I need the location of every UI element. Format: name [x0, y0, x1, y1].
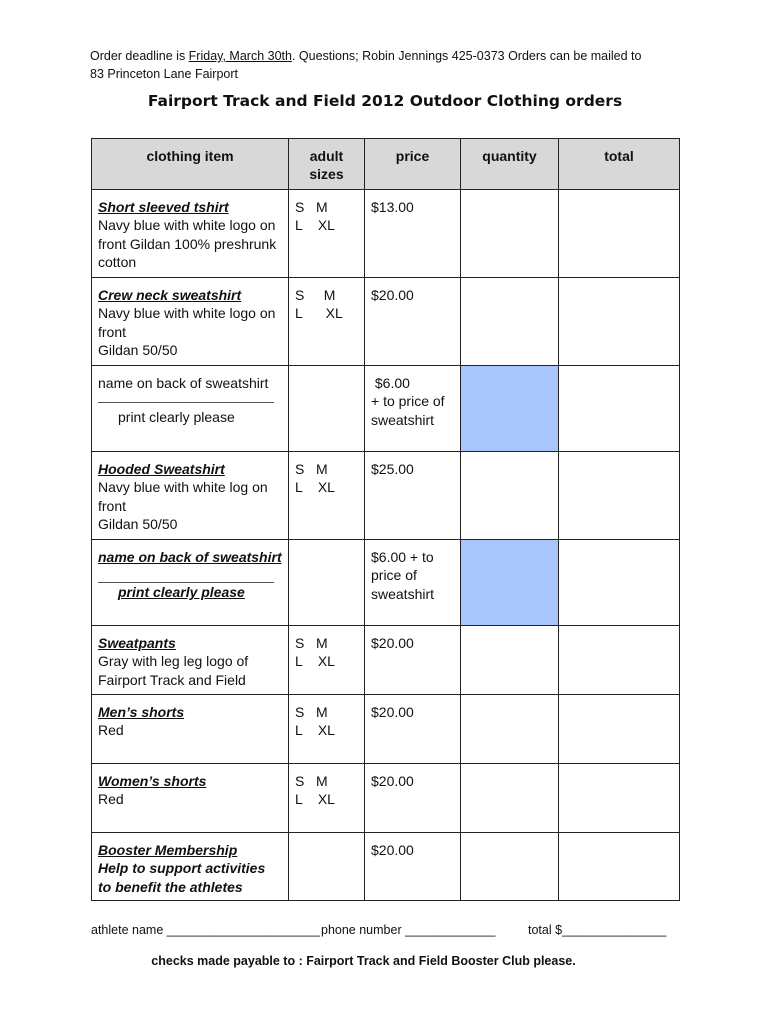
item-description: name on back of sweatshirt [98, 375, 269, 391]
table-row [92, 190, 680, 278]
mailing-address: 83 Princeton Lane Fairport [90, 67, 239, 81]
table-row [92, 452, 680, 540]
total-cell[interactable] [559, 695, 680, 764]
column-header-clothing-item: clothing item [92, 139, 289, 190]
sizes-line: S M [295, 199, 328, 215]
sizes-cell [289, 190, 365, 278]
table-row [92, 366, 680, 452]
item-description: Navy blue with white logo on front [98, 305, 276, 340]
item-name: Hooded Sweatshirt [98, 461, 225, 477]
price-cell: $20.00 [365, 764, 461, 833]
sizes-cell [289, 626, 365, 695]
quantity-cell[interactable] [461, 695, 559, 764]
sizes-line: L XL [295, 791, 335, 808]
item-name: Crew neck sweatshirt [98, 287, 242, 303]
sizes-line: L XL [295, 217, 335, 234]
total-cell[interactable] [559, 278, 680, 366]
total-cell[interactable] [559, 833, 680, 901]
item-cell [92, 833, 289, 901]
sizes-line: L XL [295, 653, 335, 670]
price-cell: $25.00 [365, 452, 461, 540]
name-blank-line[interactable] [98, 392, 274, 403]
sizes-line: S M [295, 635, 328, 651]
sizes-line: L XL [295, 479, 335, 496]
quantity-cell-shaded[interactable] [461, 540, 559, 626]
item-name: Booster Membership [98, 842, 238, 858]
item-name: Men’s shorts [98, 704, 185, 720]
sizes-line: S M [295, 461, 328, 477]
item-description: Red [98, 791, 124, 808]
item-cell [92, 366, 289, 452]
item-description: Gray with leg leg logo of Fairport Track and Field [98, 653, 249, 688]
item-cell [92, 695, 289, 764]
item-name: Women’s shorts [98, 773, 207, 789]
total-cell[interactable] [559, 452, 680, 540]
sizes-line: S M [295, 287, 336, 303]
order-table [91, 138, 680, 901]
item-description: Navy blue with white logo on front Gildan 100% preshrunk cotton [98, 217, 277, 270]
deadline-rest: . Questions; Robin Jennings 425-0373 Orders can be mailed to [291, 49, 642, 63]
total-cell[interactable] [559, 190, 680, 278]
total-field[interactable]: total $_______________ [528, 923, 667, 937]
item-name: Sweatpants [98, 635, 176, 651]
sizes-line: S M [295, 773, 328, 789]
sizes-cell [289, 366, 365, 452]
item-name: name on back of sweatshirt [98, 549, 282, 565]
deadline-prefix: Order deadline is [90, 49, 189, 63]
item-description: Gildan 50/50 [98, 515, 178, 532]
price-cell: $20.00 [365, 278, 461, 366]
sizes-line: L XL [295, 305, 343, 322]
column-header-price: price [365, 139, 461, 190]
price-cell [365, 366, 461, 452]
price-line: $6.00 [371, 375, 410, 391]
sizes-cell [289, 278, 365, 366]
sizes-line: L XL [295, 722, 335, 739]
price-cell: $20.00 [365, 626, 461, 695]
price-cell: $6.00 + to price of sweatshirt [365, 540, 461, 626]
quantity-cell[interactable] [461, 626, 559, 695]
quantity-cell-shaded[interactable] [461, 366, 559, 452]
item-cell [92, 764, 289, 833]
column-header-adult-sizes: adult sizes [289, 139, 365, 190]
quantity-cell[interactable] [461, 764, 559, 833]
athlete-name-field[interactable]: athlete name ______________________ [91, 923, 320, 937]
sizes-cell [289, 452, 365, 540]
name-blank-line[interactable] [98, 566, 274, 583]
checks-payable-note: checks made payable to : Fairport Track and Field Booster Club please. [151, 954, 576, 968]
phone-number-field[interactable]: phone number _____________ [321, 923, 496, 937]
item-cell [92, 452, 289, 540]
table-row [92, 833, 680, 901]
quantity-cell[interactable] [461, 278, 559, 366]
deadline-date: Friday, March 30th [188, 49, 292, 63]
item-cell [92, 190, 289, 278]
sizes-cell [289, 764, 365, 833]
price-cell: $13.00 [365, 190, 461, 278]
item-description: Help to support activities to benefit the athletes [98, 860, 266, 895]
sizes-cell [289, 540, 365, 626]
sizes-cell [289, 833, 365, 901]
sizes-line: S M [295, 704, 328, 720]
price-cell: $20.00 [365, 695, 461, 764]
total-cell[interactable] [559, 626, 680, 695]
column-header-quantity: quantity [461, 139, 559, 190]
print-note: print clearly please [118, 584, 245, 601]
total-cell[interactable] [559, 540, 680, 626]
quantity-cell[interactable] [461, 452, 559, 540]
print-note: print clearly please [118, 409, 235, 426]
page-title: Fairport Track and Field 2012 Outdoor Clothing orders [147, 92, 623, 110]
item-description: Gildan 50/50 [98, 341, 178, 358]
table-header-row [92, 139, 680, 190]
item-name: Short sleeved tshirt [98, 199, 229, 215]
quantity-cell[interactable] [461, 190, 559, 278]
item-description: Red [98, 722, 124, 739]
item-cell [92, 626, 289, 695]
table-row [92, 695, 680, 764]
total-cell[interactable] [559, 366, 680, 452]
quantity-cell[interactable] [461, 833, 559, 901]
price-line: + to price of sweatshirt [371, 393, 445, 428]
table-row [92, 278, 680, 366]
total-cell[interactable] [559, 764, 680, 833]
item-cell [92, 540, 289, 626]
table-row [92, 764, 680, 833]
price-cell: $20.00 [365, 833, 461, 901]
table-row [92, 626, 680, 695]
column-header-total: total [559, 139, 680, 190]
sizes-cell [289, 695, 365, 764]
table-row [92, 540, 680, 626]
item-cell [92, 278, 289, 366]
order-deadline-note [90, 47, 690, 83]
item-description: Navy blue with white log on front [98, 479, 268, 514]
